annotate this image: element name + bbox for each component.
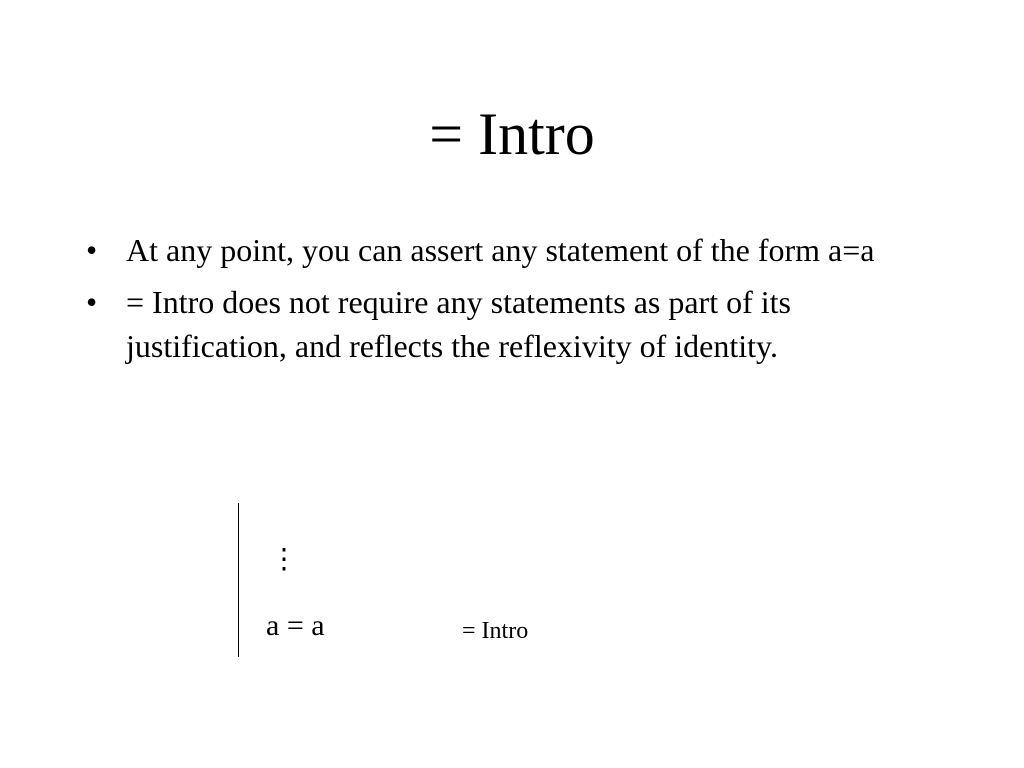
bullet-text-justification: = Intro does not require any statements as part of its justification, and reflects the reflexivity of identity. <box>126 284 791 364</box>
bullet-list <box>86 228 936 376</box>
bullet-item-assert <box>86 228 936 272</box>
bullet-text-assert: At any point, you can assert any statement of the form a=a <box>126 232 875 268</box>
proof-formula: a = a <box>266 609 325 642</box>
bullet-icon: • <box>86 232 98 268</box>
bullet-item-justification <box>86 280 936 368</box>
proof-ellipsis: ⋮ <box>270 544 298 575</box>
slide-title: = Intro <box>429 101 595 167</box>
proof-scope-line <box>238 503 239 657</box>
proof-rule-label: = Intro <box>462 618 529 644</box>
bullet-icon: • <box>86 284 98 320</box>
